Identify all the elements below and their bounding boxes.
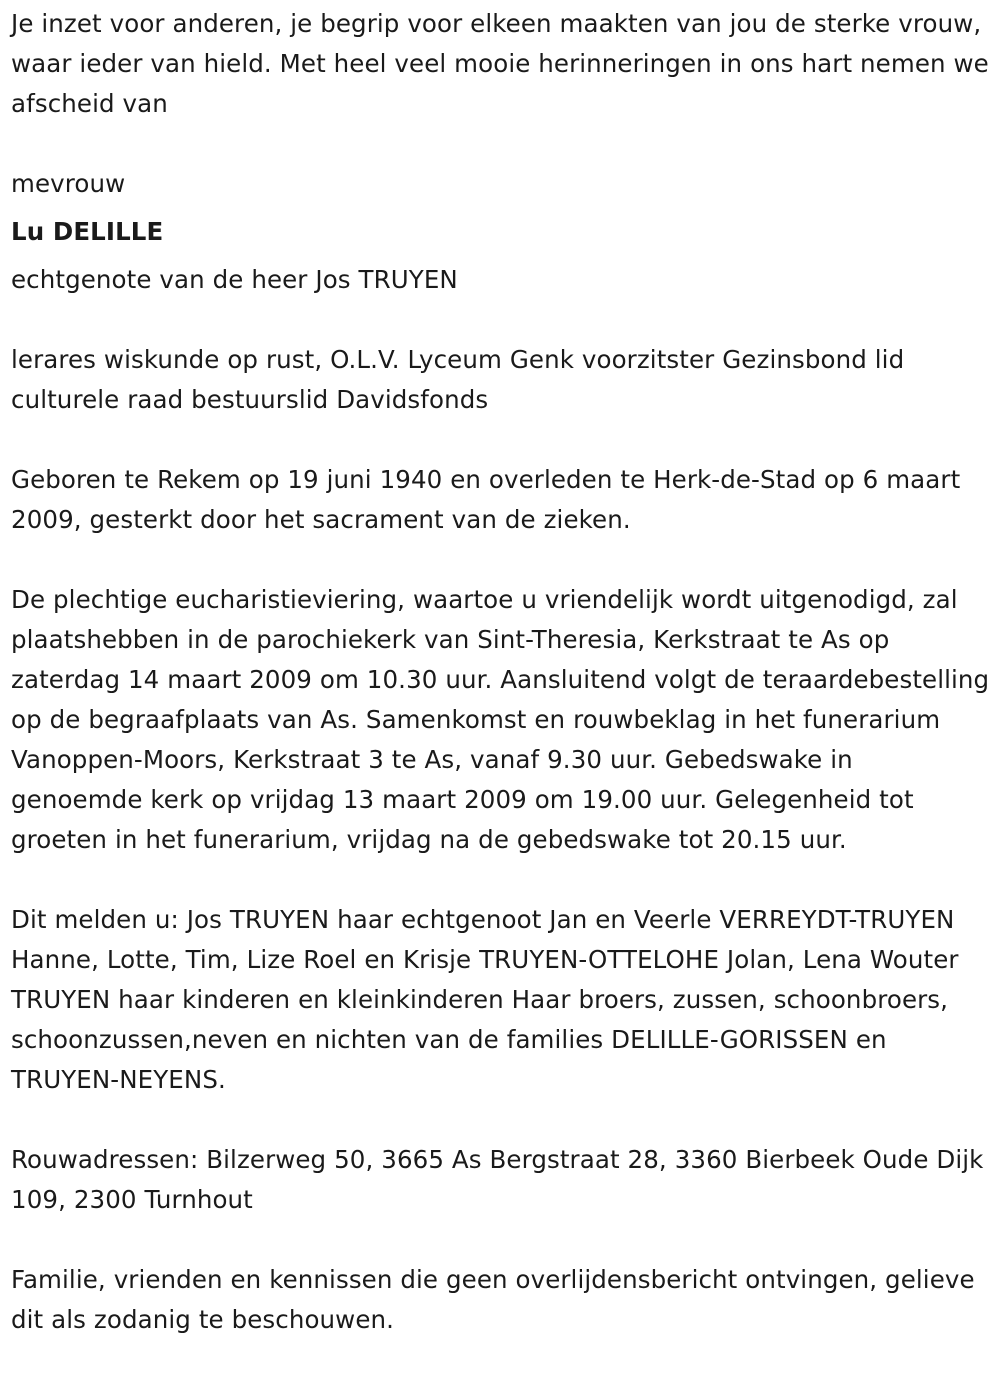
- intro-paragraph: Je inzet voor anderen, je begrip voor elkeen maakten van jou de sterke vrouw, waar ieder van hield. Met heel veel mooie herinneringen in ons hart nemen we afscheid van: [11, 9, 989, 118]
- closing-paragraph: Familie, vrienden en kennissen die geen overlijdensbericht ontvingen, gelieve dit als zodanig te beschouwen.: [11, 1265, 975, 1334]
- spacer: [11, 124, 990, 164]
- deceased-name: Lu DELILLE: [11, 217, 164, 246]
- spacer: [11, 300, 990, 340]
- spacer: [11, 860, 990, 900]
- salutation: mevrouw: [11, 169, 126, 198]
- addresses-paragraph: Rouwadressen: Bilzerweg 50, 3665 As Bergstraat 28, 3360 Bierbeek Oude Dijk 109, 2300 Turnhout: [11, 1145, 984, 1214]
- spacer: [11, 1100, 990, 1140]
- family-paragraph: Dit melden u: Jos TRUYEN haar echtgenoot Jan en Veerle VERREYDT-TRUYEN Hanne, Lotte, Tim, Lize Roel en Krisje TRUYEN-OTTELOHE Jolan, Lena Wouter TRUYEN haar kinderen en kleinkinderen Haar broers, zussen, schoonbroers, schoonzussen,neven en nichten van de families DELILLE-GORISSEN en TRUYEN-NEYENS.: [11, 905, 959, 1094]
- spacer: [11, 420, 990, 460]
- spouse-line: echtgenote van de heer Jos TRUYEN: [11, 265, 458, 294]
- occupation-paragraph: lerares wiskunde op rust, O.L.V. Lyceum Genk voorzitster Gezinsbond lid culturele raad bestuurslid Davidsfonds: [11, 345, 905, 414]
- ceremony-paragraph: De plechtige eucharistieviering, waartoe u vriendelijk wordt uitgenodigd, zal plaatshebben in de parochiekerk van Sint-Theresia, Kerkstraat te As op zaterdag 14 maart 2009 om 10.30 uur. Aansluitend volgt de teraardebestelling op de begraafplaats van As. Samenkomst en rouwbeklag in het funerarium Vanoppen-Moors, Kerkstraat 3 te As, vanaf 9.30 uur. Gebedswake in genoemde kerk op vrijdag 13 maart 2009 om 19.00 uur. Gelegenheid tot groeten in het funerarium, vrijdag na de gebedswake tot 20.15 uur.: [11, 585, 990, 854]
- birth-death-paragraph: Geboren te Rekem op 19 juni 1940 en overleden te Herk-de-Stad op 6 maart 2009, gesterkt door het sacrament van de zieken.: [11, 465, 961, 534]
- spacer: [11, 1220, 990, 1260]
- spacer: [11, 540, 990, 580]
